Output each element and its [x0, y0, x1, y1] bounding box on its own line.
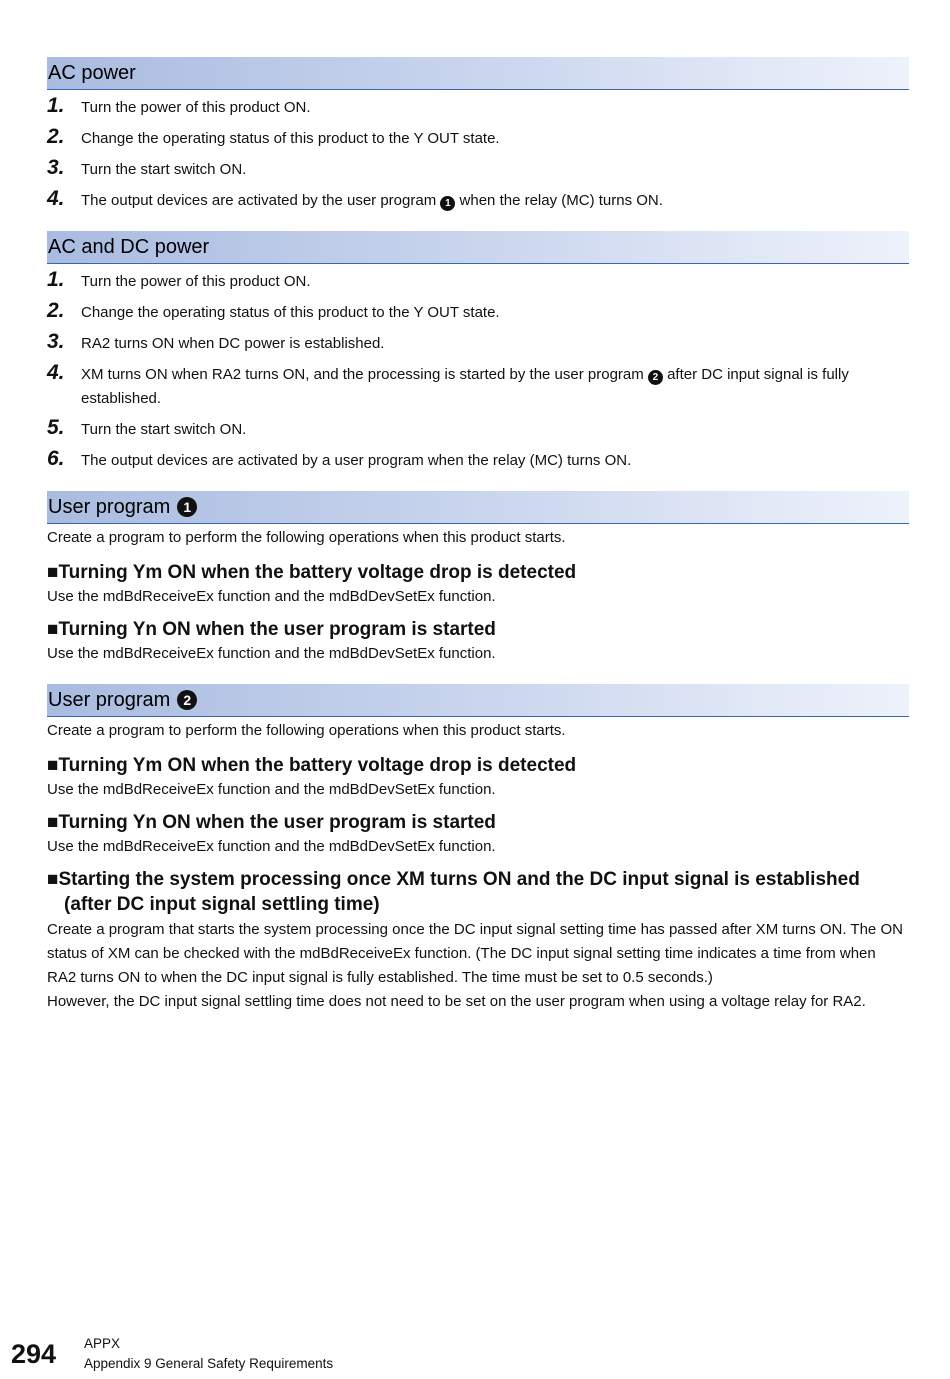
subsection-body: Use the mdBdReceiveEx function and the mdBdDevSetEx function.	[47, 645, 496, 662]
ac-dc-power-steps	[47, 270, 909, 473]
step-item: 2. Change the operating status of this product to the Y OUT state.	[47, 125, 500, 148]
subsection-heading: ■Turning Yn ON when the user program is started	[47, 812, 496, 833]
section-header-user-program-2	[47, 684, 909, 717]
section-title: AC power	[48, 61, 136, 84]
subsection-body: Use the mdBdReceiveEx function and the mdBdDevSetEx function.	[47, 781, 496, 798]
step-item: 3. RA2 turns ON when DC power is established.	[47, 330, 385, 353]
footer-chapter: APPX	[84, 1336, 121, 1351]
section-title: User program	[48, 688, 171, 711]
subsection-body: Use the mdBdReceiveEx function and the mdBdDevSetEx function.	[47, 588, 496, 605]
footer-section-title: Appendix 9 General Safety Requirements	[84, 1356, 334, 1371]
ac-power-steps	[47, 96, 909, 213]
square-bullet-icon: ■	[47, 812, 59, 833]
circled-1-icon: 1	[177, 497, 197, 517]
square-bullet-icon: ■	[47, 619, 59, 640]
section-title: AC and DC power	[48, 235, 210, 258]
section-title: User program	[48, 495, 171, 518]
section-header-ac-power	[47, 57, 909, 90]
square-bullet-icon: ■	[47, 755, 59, 776]
step-item: 5. Turn the start switch ON.	[47, 416, 247, 439]
subsection-heading: ■Turning Ym ON when the battery voltage drop is detected	[47, 562, 577, 583]
subsection-heading: ■Turning Yn ON when the user program is started	[47, 619, 496, 640]
section-header-ac-dc-power	[47, 231, 909, 264]
step-item: 1. Turn the power of this product ON.	[47, 94, 311, 117]
subsection-body: However, the DC input signal settling time does not need to be set on the user program when using a voltage relay for RA2.	[47, 993, 866, 1010]
circled-1-icon: 1	[440, 196, 455, 211]
step-item: 1. Turn the power of this product ON.	[47, 268, 311, 291]
section-intro: Create a program to perform the following operations when this product starts.	[47, 529, 566, 546]
subsection-body: Create a program that starts the system processing once the DC input signal setting time has passed after XM turns ON. The ON status of XM can be checked with the mdBdReceiveEx function. (The DC input signal setting time indicates a time from when RA2 turns ON to when the DC input signal is fully established. The time must be set to 0.5 seconds.)	[47, 921, 903, 986]
square-bullet-icon: ■	[47, 869, 59, 890]
subsection-heading: ■Starting the system processing once XM turns ON and the DC input signal is established (after DC input signal settling time)	[47, 869, 860, 915]
circled-2-icon: 2	[177, 690, 197, 710]
page-content	[47, 57, 909, 1014]
step-item: 6. The output devices are activated by a user program when the relay (MC) turns ON.	[47, 447, 632, 470]
page-number: 294	[11, 1339, 57, 1369]
step-item: 4. XM turns ON when RA2 turns ON, and the processing is started by the user program 2 after DC input signal is fully established.	[47, 361, 849, 407]
section-intro: Create a program to perform the following operations when this product starts.	[47, 722, 566, 739]
circled-2-icon: 2	[648, 370, 663, 385]
subsection-body: Use the mdBdReceiveEx function and the mdBdDevSetEx function.	[47, 838, 496, 855]
step-item: 2. Change the operating status of this product to the Y OUT state.	[47, 299, 500, 322]
step-item: 4. The output devices are activated by the user program 1 when the relay (MC) turns ON.	[47, 187, 663, 210]
subsection-heading: ■Turning Ym ON when the battery voltage drop is detected	[47, 755, 577, 776]
step-item: 3. Turn the start switch ON.	[47, 156, 247, 179]
square-bullet-icon: ■	[47, 562, 59, 583]
section-header-user-program-1	[47, 491, 909, 524]
